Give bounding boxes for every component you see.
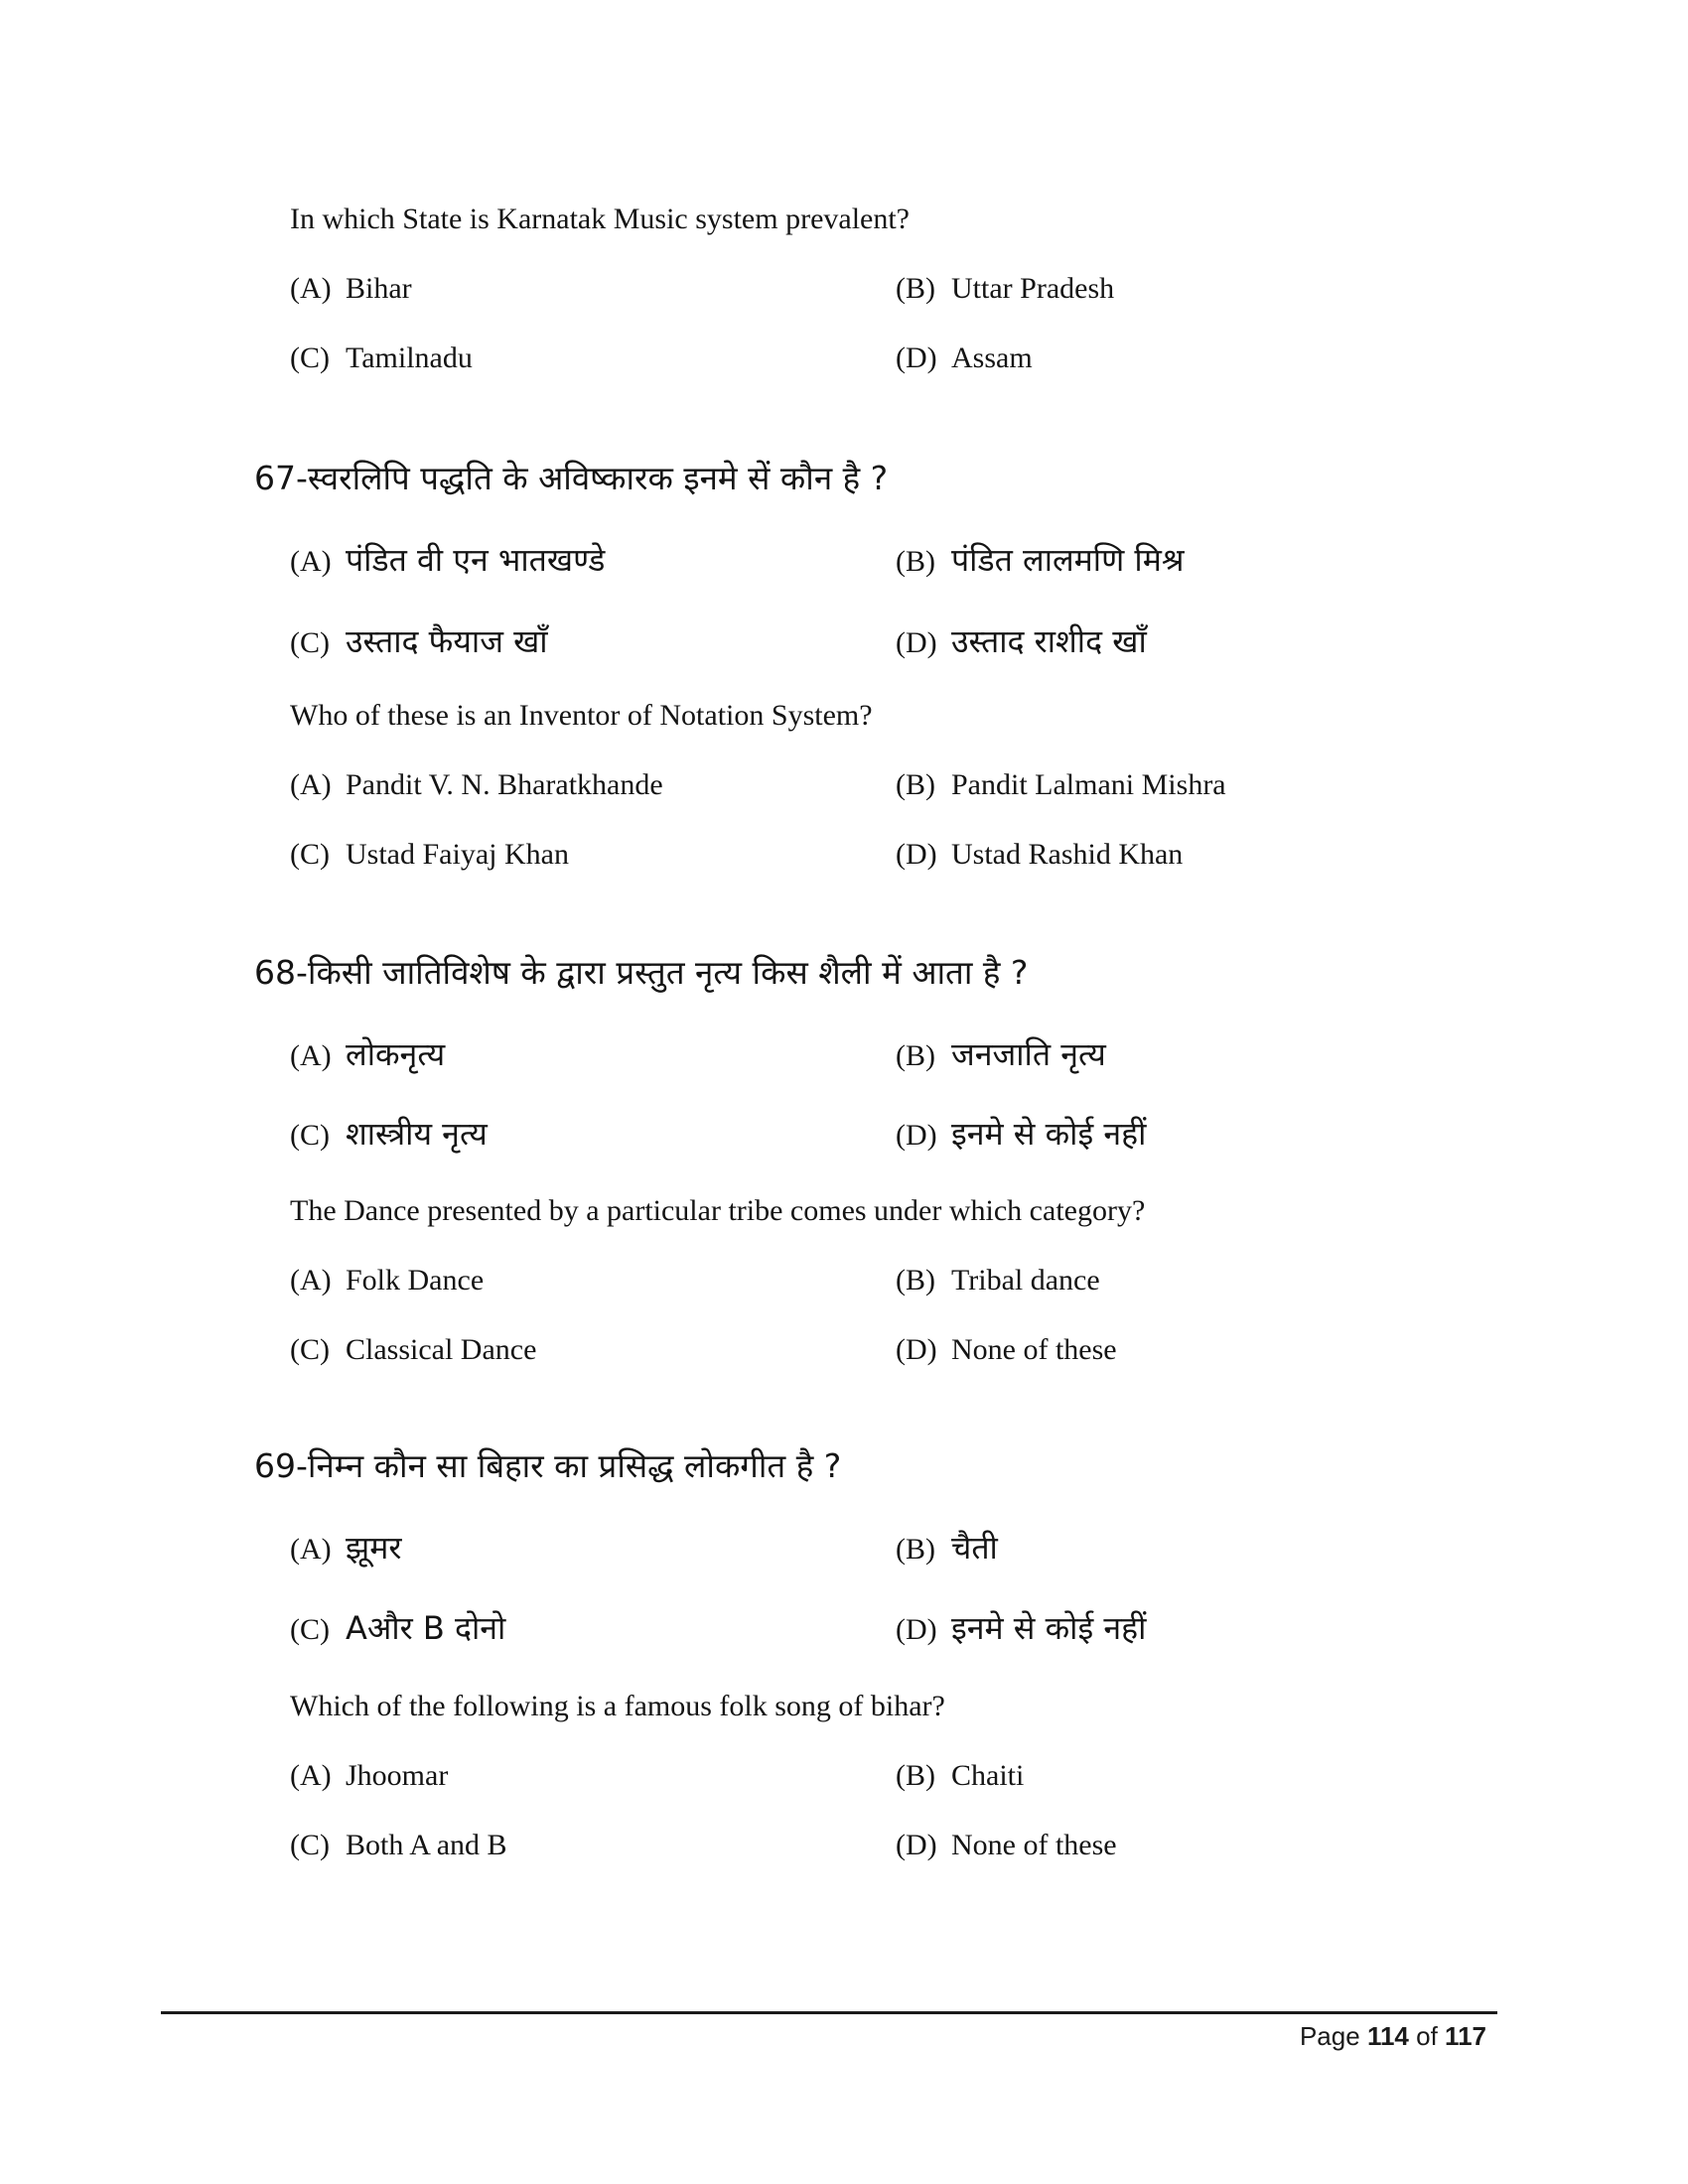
total-pages: 117 (1445, 2021, 1486, 2051)
option-label: (C) (290, 1119, 330, 1152)
option-a[interactable] (290, 1032, 445, 1075)
option-text: झूमर (346, 1529, 402, 1567)
option-a[interactable] (290, 1759, 448, 1793)
option-label: (D) (896, 1119, 937, 1152)
option-d[interactable] (896, 619, 1147, 662)
question-text: Which of the following is a famous folk song of bihar? (290, 1690, 945, 1722)
option-text: पंडित वी एन भातखण्डे (346, 541, 606, 579)
option-b[interactable] (896, 1264, 1100, 1297)
option-label: (C) (290, 1829, 330, 1861)
option-label: (D) (896, 341, 937, 374)
option-label: (A) (290, 545, 332, 578)
question-text-hindi: 69-निम्न कौन सा बिहार का प्रसिद्ध लोकगीत है ? (254, 1446, 842, 1485)
option-text: Chaiti (951, 1759, 1025, 1792)
question-text-hindi: 68-किसी जातिविशेष के द्वारा प्रस्तुत नृत्य किस शैली में आता है ? (254, 953, 1029, 992)
option-label: (C) (290, 341, 330, 374)
option-text: चैती (951, 1529, 998, 1567)
question-text: The Dance presented by a particular tribe comes under which category? (290, 1194, 1146, 1227)
option-label: (B) (896, 1264, 935, 1297)
option-label: (D) (896, 626, 937, 659)
current-page: 114 (1366, 2021, 1409, 2051)
option-text: Tribal dance (951, 1264, 1100, 1297)
option-text: जनजाति नृत्य (951, 1035, 1106, 1073)
option-text: पंडित लालमणि मिश्र (951, 541, 1185, 579)
option-label: (A) (290, 272, 332, 305)
option-d[interactable] (896, 1333, 1117, 1367)
option-label: (D) (896, 838, 937, 871)
footer-divider (161, 2011, 1497, 2014)
option-label: (C) (290, 1333, 330, 1366)
option-label: (B) (896, 545, 935, 578)
option-d[interactable] (896, 838, 1183, 872)
option-label: (D) (896, 1613, 937, 1646)
option-d[interactable] (896, 1112, 1146, 1155)
page-word: Page (1299, 2021, 1360, 2051)
option-b[interactable] (896, 538, 1185, 581)
option-label: (C) (290, 1613, 330, 1646)
option-text: None of these (951, 1829, 1117, 1861)
option-text: Pandit V. N. Bharatkhande (346, 768, 663, 801)
option-text: Classical Dance (346, 1333, 537, 1366)
option-d[interactable] (896, 1606, 1146, 1649)
option-a[interactable] (290, 1526, 401, 1569)
option-label: (D) (896, 1333, 937, 1366)
page-number (1300, 2021, 1486, 2052)
option-text: Both A and B (346, 1829, 507, 1861)
option-label: (D) (896, 1829, 937, 1861)
option-label: (A) (290, 1533, 332, 1566)
option-c[interactable] (290, 619, 548, 662)
option-c[interactable] (290, 1829, 507, 1862)
question-text: Who of these is an Inventor of Notation System? (290, 699, 873, 732)
option-label: (B) (896, 1533, 935, 1566)
option-a[interactable] (290, 272, 412, 306)
option-c[interactable] (290, 1606, 505, 1649)
option-text: Tamilnadu (346, 341, 473, 374)
option-text: None of these (951, 1333, 1117, 1366)
option-label: (C) (290, 626, 330, 659)
option-text: Aऔर B दोनो (346, 1609, 506, 1647)
option-text: Bihar (346, 272, 412, 305)
option-text: Uttar Pradesh (951, 272, 1115, 305)
option-label: (A) (290, 1264, 332, 1297)
option-text: शास्त्रीय नृत्य (346, 1115, 488, 1153)
option-text: उस्ताद राशीद खाँ (951, 622, 1147, 660)
option-text: Ustad Rashid Khan (951, 838, 1184, 871)
option-label: (B) (896, 768, 935, 801)
option-b[interactable] (896, 1032, 1106, 1075)
option-text: Folk Dance (346, 1264, 485, 1297)
option-c[interactable] (290, 341, 473, 375)
option-label: (A) (290, 1039, 332, 1072)
option-d[interactable] (896, 1829, 1117, 1862)
option-a[interactable] (290, 1264, 484, 1297)
option-c[interactable] (290, 1112, 488, 1155)
option-label: (A) (290, 768, 332, 801)
option-b[interactable] (896, 768, 1226, 802)
option-text: इनमे से कोई नहीं (951, 1115, 1147, 1153)
option-b[interactable] (896, 272, 1114, 306)
option-a[interactable] (290, 538, 605, 581)
option-d[interactable] (896, 341, 1033, 375)
option-text: Pandit Lalmani Mishra (951, 768, 1226, 801)
option-label: (C) (290, 838, 330, 871)
question-text-hindi: 67-स्वरलिपि पद्धति के अविष्कारक इनमे सें कौन है ? (254, 459, 889, 497)
option-label: (B) (896, 1039, 935, 1072)
option-text: Assam (951, 341, 1033, 374)
option-text: Ustad Faiyaj Khan (346, 838, 569, 871)
option-c[interactable] (290, 838, 569, 872)
option-label: (B) (896, 272, 935, 305)
option-label: (B) (896, 1759, 935, 1792)
option-b[interactable] (896, 1759, 1024, 1793)
question-text: In which State is Karnatak Music system prevalent? (290, 203, 910, 235)
option-a[interactable] (290, 768, 663, 802)
option-text: इनमे से कोई नहीं (951, 1609, 1147, 1647)
option-text: Jhoomar (346, 1759, 449, 1792)
option-text: लोकनृत्य (346, 1035, 446, 1073)
of-word: of (1416, 2021, 1438, 2051)
option-b[interactable] (896, 1526, 998, 1569)
option-label: (A) (290, 1759, 332, 1792)
option-c[interactable] (290, 1333, 536, 1367)
option-text: उस्ताद फैयाज खाँ (346, 622, 548, 660)
